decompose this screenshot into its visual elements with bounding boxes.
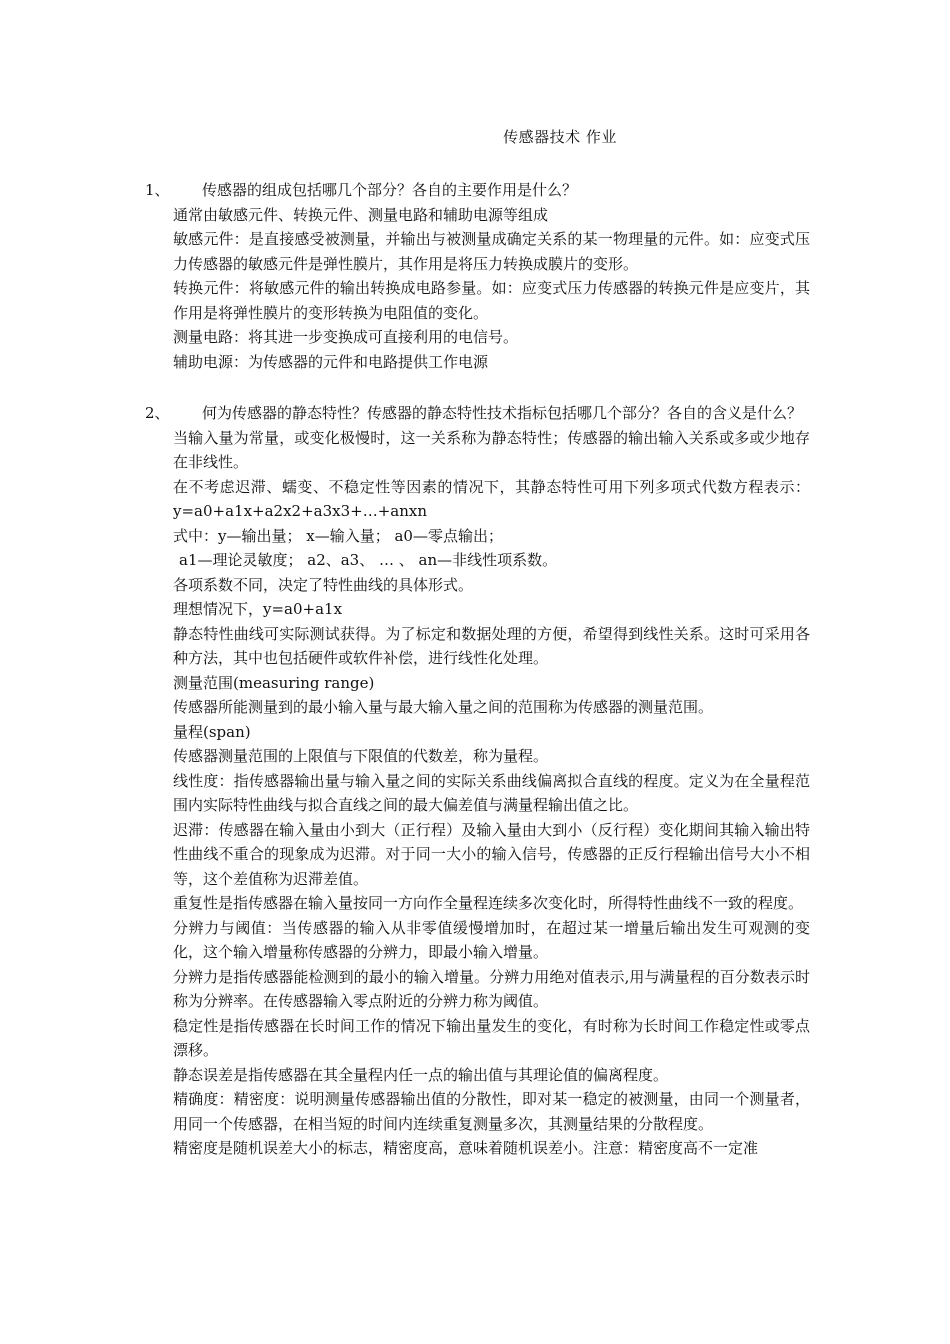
answer-paragraph: 分辨力与阈值：当传感器的输入从非零值缓慢增加时，在超过某一增量后输出发生可观测的变化，这个输入增量称传感器的分辨力，即最小输入增量。 bbox=[173, 918, 810, 961]
answer-paragraph: 稳定性是指传感器在长时间工作的情况下输出量发生的变化，有时称为长时间工作稳定性或零点漂移。 bbox=[173, 1016, 810, 1059]
question-1-text: 传感器的组成包括哪几个部分？各自的主要作用是什么？ bbox=[202, 181, 578, 199]
question-2-answer bbox=[173, 426, 810, 1161]
question-1-answer bbox=[173, 203, 810, 375]
document-title: 传感器技术 作业 bbox=[503, 128, 617, 146]
answer-paragraph: 当输入量为常量，或变化极慢时，这一关系称为静态特性；传感器的输出输入关系或多或少地存在非线性。 bbox=[173, 428, 810, 471]
question-1-number: 1、 bbox=[145, 181, 170, 199]
question-2-section bbox=[145, 401, 810, 1161]
answer-paragraph: 测量范围(measuring range) bbox=[173, 673, 375, 692]
answer-paragraph: 通常由敏感元件、转换元件、测量电路和辅助电源等组成 bbox=[173, 205, 549, 224]
answer-paragraph: 静态误差是指传感器在其全量程内任一点的输出值与其理论值的偏离程度。 bbox=[173, 1065, 669, 1084]
answer-paragraph: 静态特性曲线可实际测试获得。为了标定和数据处理的方便，希望得到线性关系。这时可采用各种方法，其中也包括硬件或软件补偿，进行线性化处理。 bbox=[173, 624, 810, 667]
answer-paragraph: 各项系数不同，决定了特性曲线的具体形式。 bbox=[173, 575, 474, 594]
answer-paragraph: 量程(span) bbox=[173, 722, 251, 741]
answer-paragraph: 理想情况下，y=a0+a1x bbox=[173, 600, 343, 618]
answer-paragraph: 辅助电源：为传感器的元件和电路提供工作电源 bbox=[173, 352, 489, 371]
question-1-row bbox=[145, 178, 810, 203]
answer-paragraph: 在不考虑迟滞、蠕变、不稳定性等因素的情况下，其静态特性可用下列多项式代数方程表示：y=a0+a1x+a2x2+a3x3+…+anxn bbox=[173, 477, 810, 520]
answer-paragraph: 迟滞：传感器在输入量由小到大（正行程）及输入量由大到小（反行程）变化期间其输入输出特性曲线不重合的现象成为迟滞。对于同一大小的输入信号，传感器的正反行程输出信号大小不相等，这个差值称为迟滞差值。 bbox=[173, 820, 810, 888]
answer-paragraph: 式中：y—输出量； x—输入量； a0—零点输出； bbox=[173, 526, 503, 545]
answer-paragraph: 精确度：精密度：说明测量传感器输出值的分散性，即对某一稳定的被测量，由同一个测量者，用同一个传感器，在相当短的时间内连续重复测量多次，其测量结果的分散程度。 bbox=[173, 1090, 810, 1133]
answer-paragraph: a1—理论灵敏度； a2、a3、 … 、 an—非线性项系数。 bbox=[179, 551, 558, 569]
answer-paragraph: 传感器所能测量到的最小输入量与最大输入量之间的范围称为传感器的测量范围。 bbox=[173, 698, 714, 716]
answer-paragraph: 测量电路：将其进一步变换成可直接利用的电信号。 bbox=[173, 328, 519, 346]
question-1-section bbox=[145, 178, 810, 374]
answer-paragraph: 传感器测量范围的上限值与下限值的代数差，称为量程。 bbox=[173, 747, 549, 765]
answer-paragraph: 分辨力是指传感器能检测到的最小的输入增量。分辨力用绝对值表示,用与满量程的百分数表示时称为分辨率。在传感器输入零点附近的分辨力称为阈值。 bbox=[173, 967, 810, 1010]
answer-paragraph: 线性度：指传感器输出量与输入量之间的实际关系曲线偏离拟合直线的程度。定义为在全量程范围内实际特性曲线与拟合直线之间的最大偏差值与满量程输出值之比。 bbox=[173, 771, 810, 814]
answer-paragraph: 转换元件：将敏感元件的输出转换成电路参量。如：应变式压力传感器的转换元件是应变片，其作用是将弹性膜片的变形转换为电阻值的变化。 bbox=[173, 279, 810, 322]
question-2-row bbox=[145, 401, 810, 426]
answer-paragraph: 重复性是指传感器在输入量按同一方向作全量程连续多次变化时，所得特性曲线不一致的程度。 bbox=[173, 894, 804, 912]
answer-paragraph: 精密度是随机误差大小的标志，精密度高，意味着随机误差小。注意：精密度高不一定准 bbox=[173, 1139, 759, 1157]
question-2-text: 何为传感器的静态特性？传感器的静态特性技术指标包括哪几个部分？各自的含义是什么？ bbox=[202, 404, 803, 422]
answer-paragraph: 敏感元件：是直接感受被测量，并输出与被测量成确定关系的某一物理量的元件。如：应变式压力传感器的敏感元件是弹性膜片，其作用是将压力转换成膜片的变形。 bbox=[173, 230, 810, 273]
question-2-number: 2、 bbox=[145, 404, 170, 422]
